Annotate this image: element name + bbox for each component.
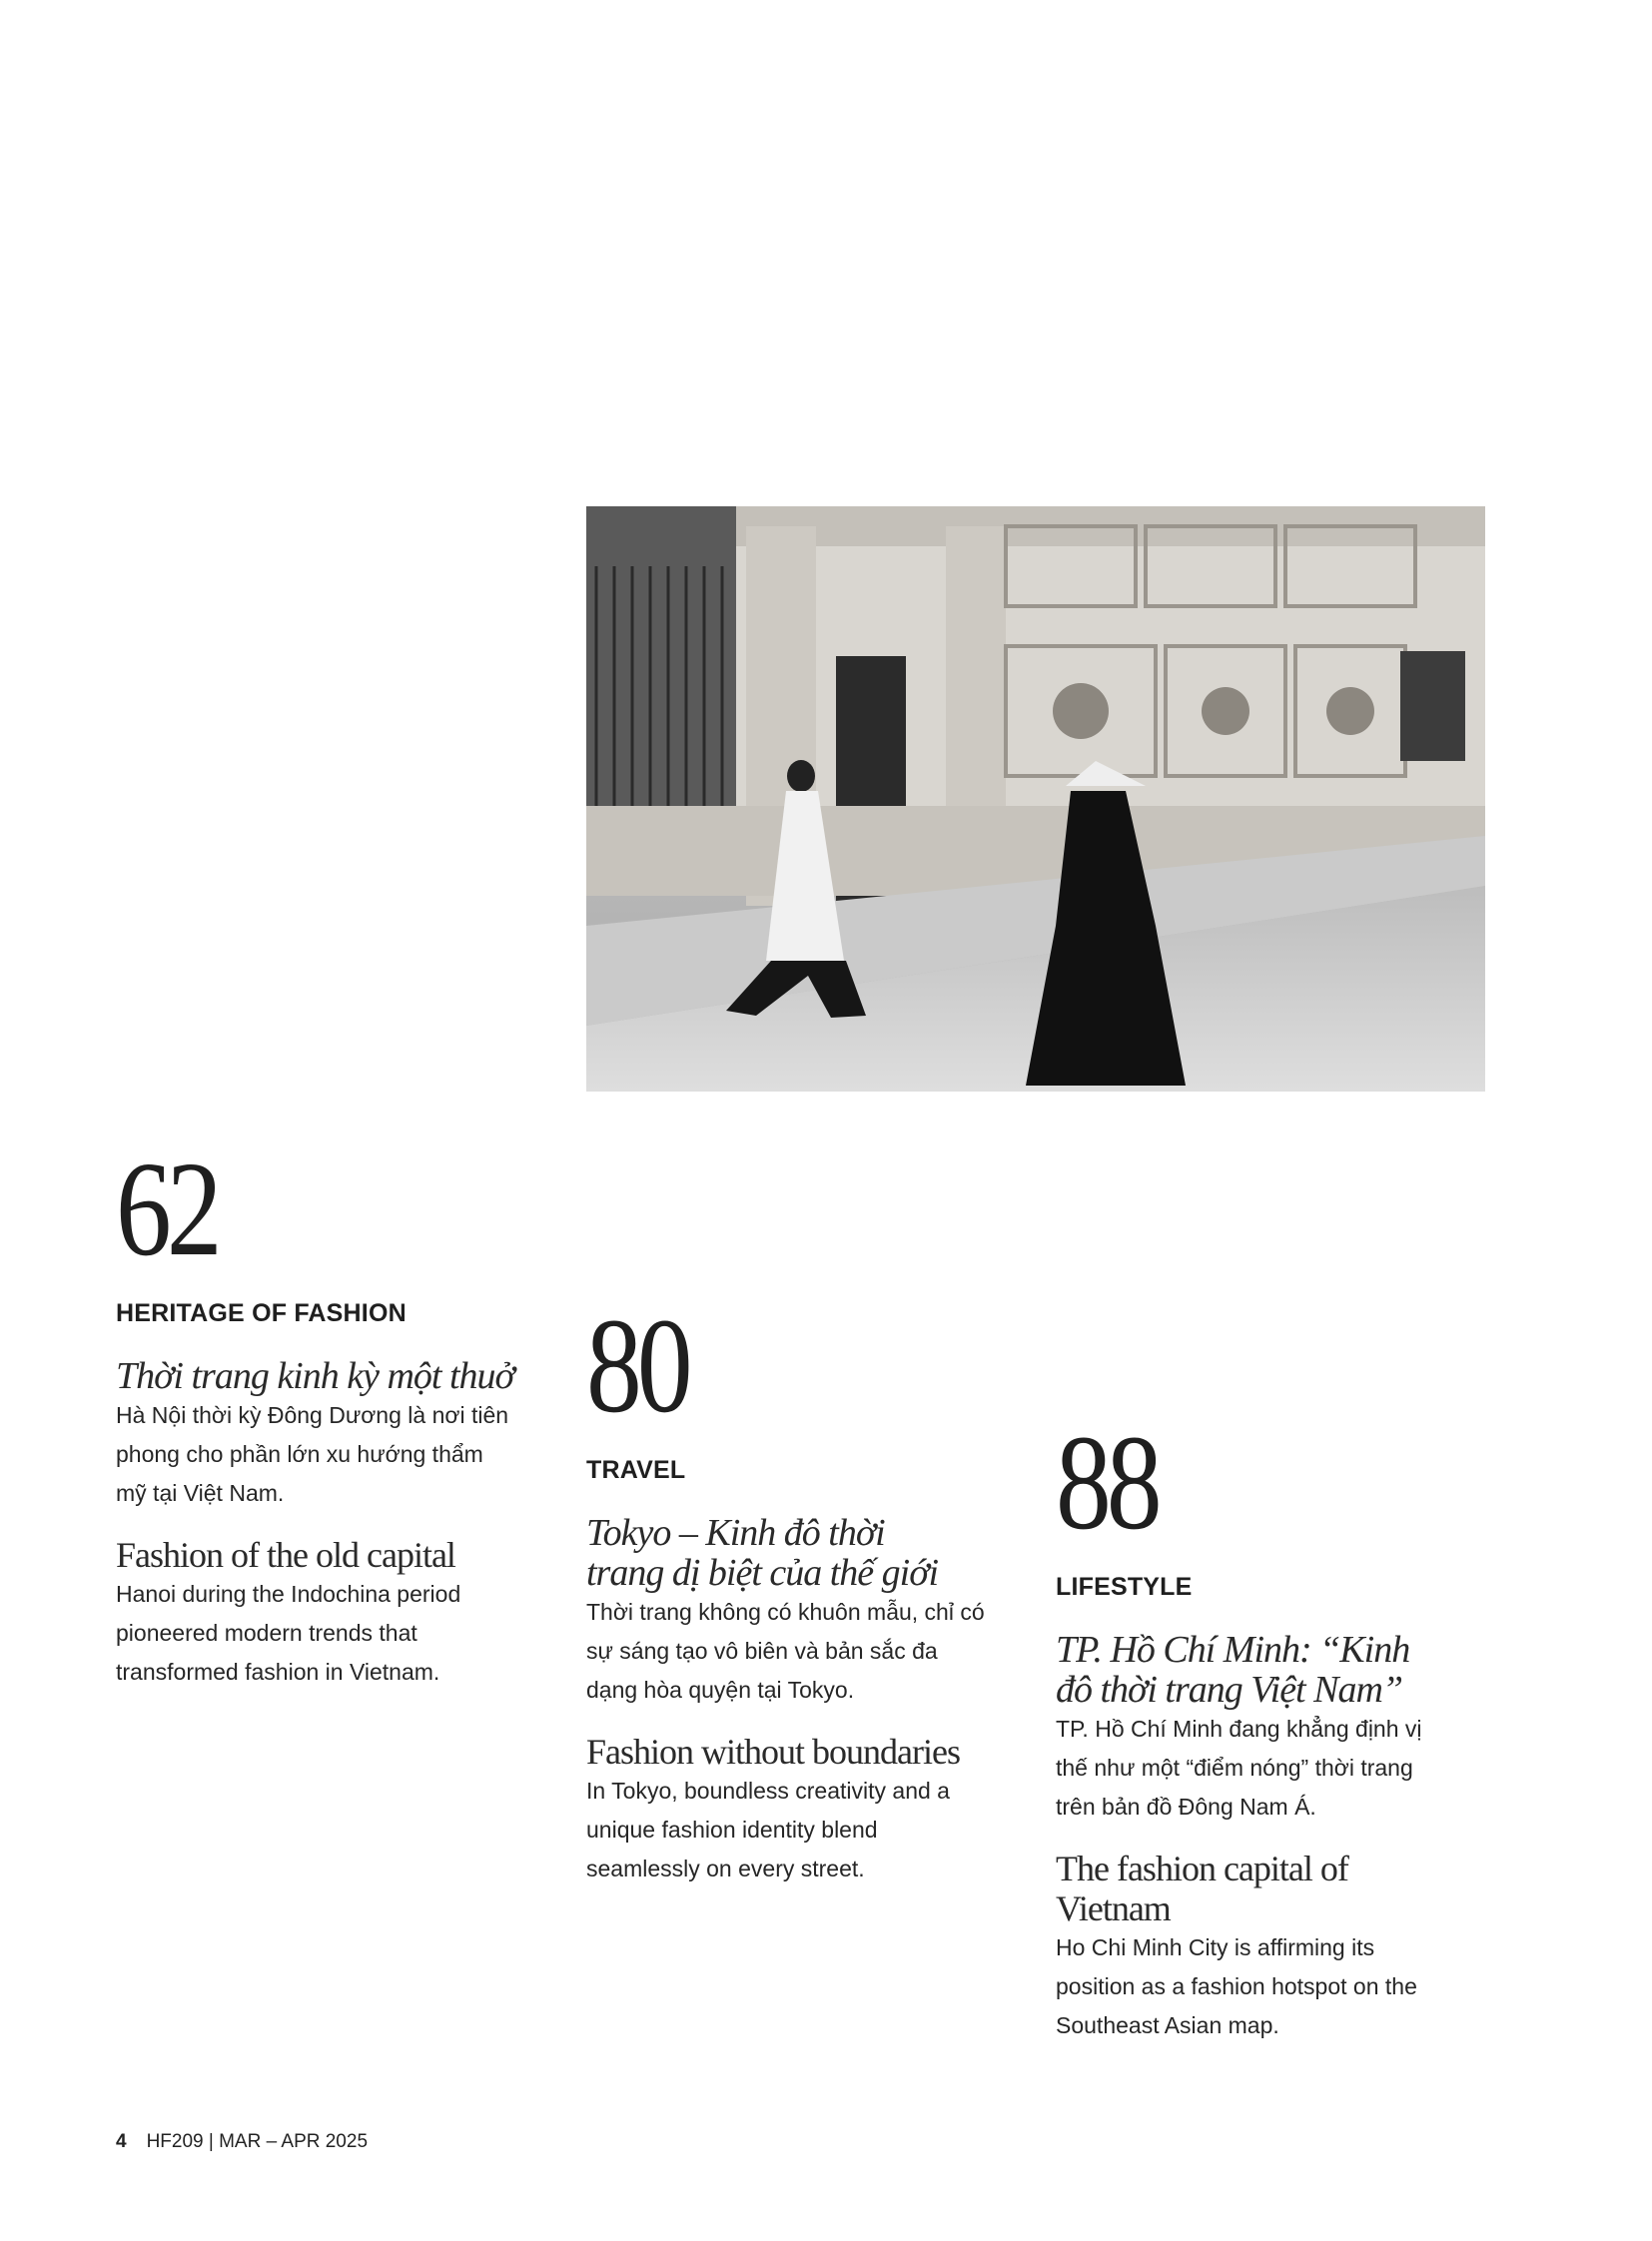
vn-body: TP. Hồ Chí Minh đang khẳng định vị thế như một “điểm nóng” thời trang trên bản đồ Đông Nam Á. [1056, 1716, 1422, 1820]
toc-item-2[interactable] [586, 1291, 986, 1888]
toc-item-3[interactable] [1056, 1408, 1455, 2045]
en-body: Hanoi during the Indochina period pioneered modern trends that transformed fashion in Vietnam. [116, 1581, 461, 1685]
vn-title: Thời trang kinh kỳ một thuở [116, 1355, 514, 1397]
toc-item-1[interactable] [116, 1134, 515, 1692]
en-body: In Tokyo, boundless creativity and a unique fashion identity blend seamlessly on every street. [586, 1778, 950, 1881]
hero-photo [586, 506, 1485, 1092]
page-number: 80 [586, 1291, 688, 1441]
section-title: HERITAGE OF FASHION [116, 1299, 407, 1327]
section-title: TRAVEL [586, 1456, 686, 1484]
vn-body: Hà Nội thời kỳ Đông Dương là nơi tiên phong cho phần lớn xu hướng thẩm mỹ tại Việt Nam. [116, 1402, 509, 1506]
vn-body: Thời trang không có khuôn mẫu, chỉ có sự sáng tạo vô biên và bản sắc đa dạng hòa quyện tại Tokyo. [586, 1599, 985, 1703]
en-body: Ho Chi Minh City is affirming its position as a fashion hotspot on the Southeast Asian map. [1056, 1934, 1417, 2038]
photo-icon [586, 506, 1485, 1092]
page-number: 62 [116, 1134, 218, 1284]
vn-title: Tokyo – Kinh đô thời trang dị biệt của thế giới [586, 1512, 939, 1594]
folio: 4 [116, 2131, 127, 2152]
page-number: 88 [1056, 1408, 1158, 1558]
section-title: LIFESTYLE [1056, 1573, 1193, 1601]
vn-title: TP. Hồ Chí Minh: “Kinh đô thời trang Việt Nam” [1056, 1629, 1410, 1711]
page-footer [116, 2131, 368, 2153]
issue-label: HF209 | MAR – APR 2025 [146, 2131, 369, 2152]
en-title: The fashion capital of Vietnam [1056, 1849, 1348, 1928]
en-title: Fashion of the old capital [116, 1535, 455, 1575]
en-title: Fashion without boundaries [586, 1732, 960, 1772]
